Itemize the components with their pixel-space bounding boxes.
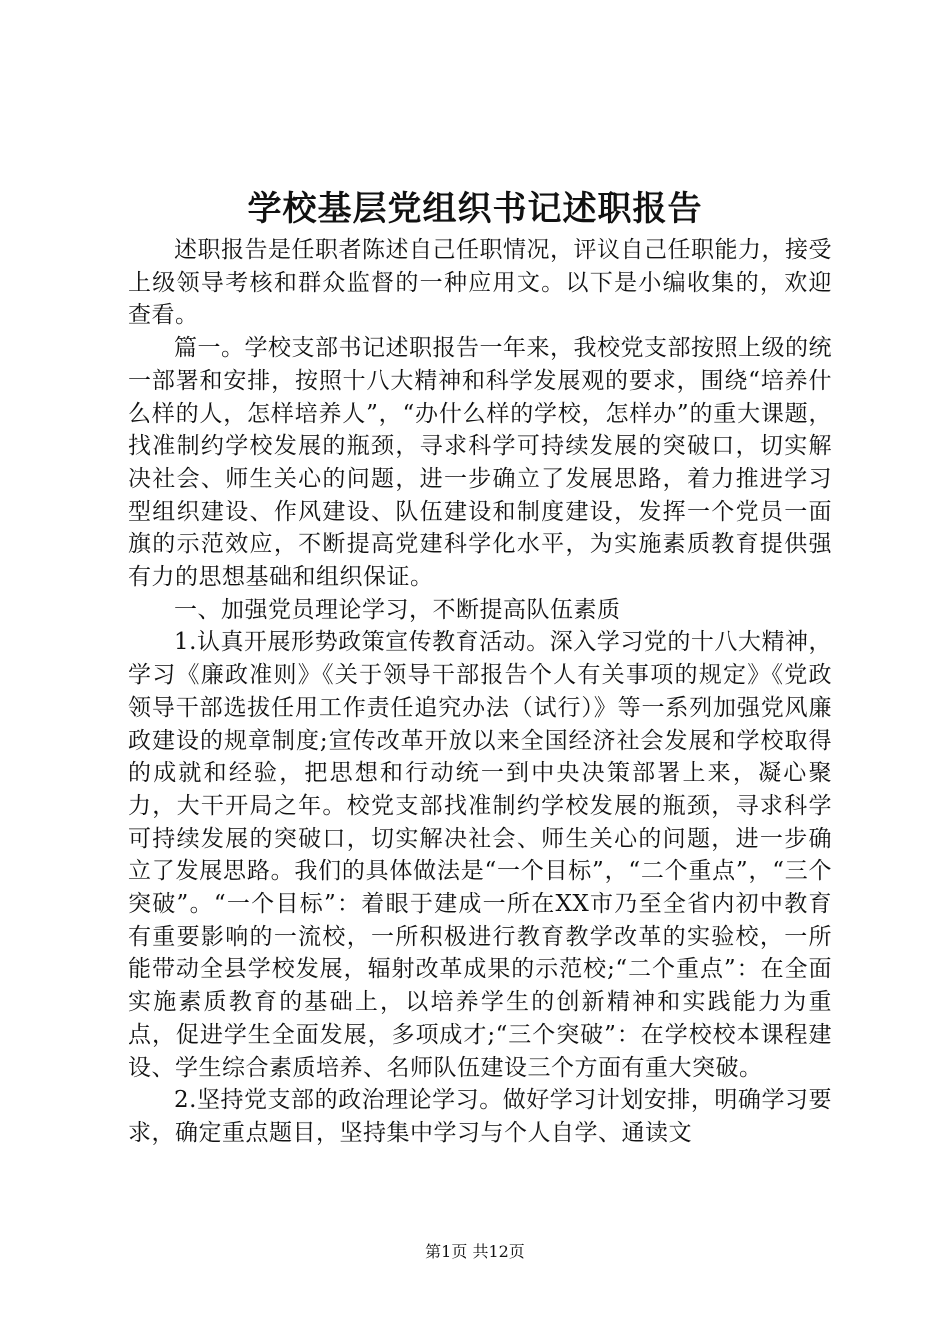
section-heading-1: 一、加强党员理论学习，不断提高队伍素质 <box>174 596 621 623</box>
document-title: 学校基层党组织书记述职报告 <box>247 189 703 229</box>
paragraph-part-one: 篇一。学校支部书记述职报告一年来，我校党支部按照上级的统一部署和安排，按照十八大精神和科学发展观的要求，围绕“培养什么样的人，怎样培养人”，“办什么样的学校，怎样办”的重大课题，找准制约学校发展的瓶颈，寻求科学可持续发展的突破口，切实解决社会、师生关心的问题，进一步确立了发展思路，着力推进学习型组织建设、作风建设、队伍建设和制度建设，发挥一个党员一面旗的示范效应，不断提高党建科学化水平，为实施素质教育提供强有力的思想基础和组织保证。 <box>128 335 832 591</box>
paragraph-item-2: 2.坚持党支部的政治理论学习。做好学习计划安排，明确学习要求，确定重点题目，坚持集中学习与个人自学、通读文 <box>128 1087 832 1146</box>
document-body <box>128 234 832 1150</box>
paragraph-item-1: 1.认真开展形势政策宣传教育活动。深入学习党的十八大精神，学习《廉政准则》《关于领导干部报告个人有关事项的规定》《党政领导干部选拔任用工作责任追究办法（试行）》等一系列加强党风廉政建设的规章制度;宣传改革开放以来全国经济社会发展和学校取得的成就和经验，把思想和行动统一到中央决策部署上来，凝心聚力，大干开局之年。校党支部找准制约学校发展的瓶颈，寻求科学可持续发展的突破口，切实解决社会、师生关心的问题，进一步确立了发展思路。我们的具体做法是“一个目标”，“二个重点”，“三个突破”。“一个目标”：着眼于建成一所在XX市乃至全省内初中教育有重要影响的一流校，一所积极进行教育教学改革的实验校，一所能带动全县学校发展，辐射改革成果的示范校;“二个重点”：在全面实施素质教育的基础上，以培养学生的创新精神和实践能力为重点，促进学生全面发展，多项成才;“三个突破”：在学校校本课程建设、学生综合素质培养、名师队伍建设三个方面有重大突破。 <box>128 629 832 1081</box>
paragraph-intro: 述职报告是任职者陈述自己任职情况，评议自己任职能力，接受上级领导考核和群众监督的一种应用文。以下是小编收集的，欢迎查看。 <box>128 237 832 329</box>
page-number-footer: 第1页 共12页 <box>425 1242 525 1261</box>
